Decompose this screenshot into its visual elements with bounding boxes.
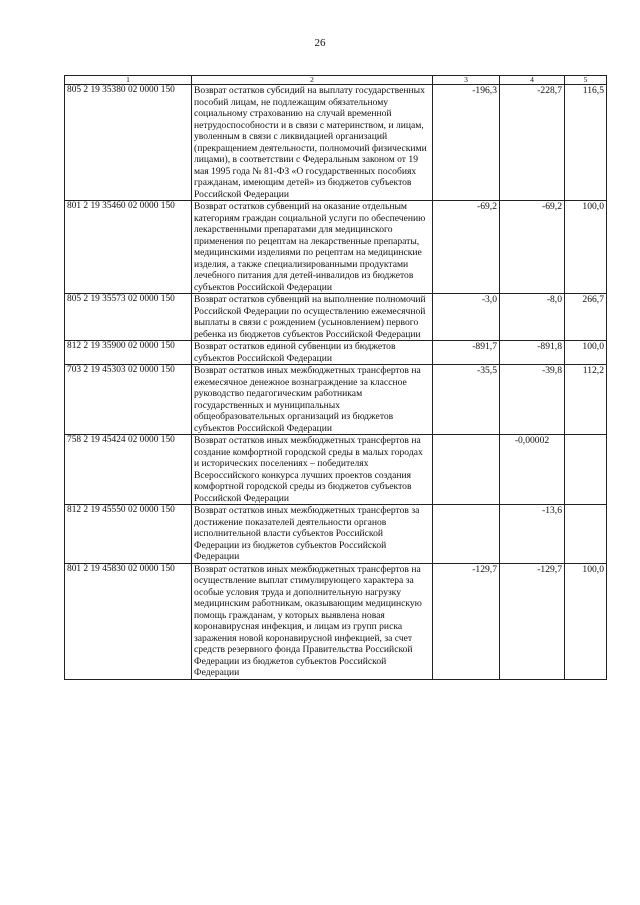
column-header-5: 5 (565, 76, 607, 85)
value-col4-cell: -39,8 (500, 365, 565, 435)
description-cell: Возврат остатков субвенций на выполнение полномочий Российской Федерации по осуществлению ежемесячной выплаты в связи с рождением (усыновлением) первого ребенка из бюджетов субъектов Российской Федерации (192, 294, 433, 341)
value-col4-cell: -13,6 (500, 505, 565, 564)
value-col4-cell: -0,00002 (500, 435, 565, 505)
table-row (65, 563, 607, 679)
column-number-row (65, 76, 607, 85)
percent-col5-cell: 100,0 (565, 341, 607, 365)
value-col3-cell: -196,3 (433, 85, 500, 201)
budget-code-cell: 801 2 19 35460 02 0000 150 (65, 201, 192, 294)
column-header-1: 1 (65, 76, 192, 85)
table-body (65, 85, 607, 680)
table-row (65, 294, 607, 341)
budget-code-cell: 758 2 19 45424 02 0000 150 (65, 435, 192, 505)
value-col4-cell: -8,0 (500, 294, 565, 341)
percent-col5-cell: 266,7 (565, 294, 607, 341)
value-col4-cell: -69,2 (500, 201, 565, 294)
value-col4-cell: -891,8 (500, 341, 565, 365)
description-cell: Возврат остатков иных межбюджетных трансфертов на создание комфортной городской среды в малых городах и исторических поселениях – победителях Всероссийского конкурса лучших проектов создания комфортной городской среды из бюджетов субъектов Российской Федерации (192, 435, 433, 505)
percent-col5-cell: 116,5 (565, 85, 607, 201)
percent-col5-cell: 112,2 (565, 365, 607, 435)
table-row (65, 435, 607, 505)
description-cell: Возврат остатков субвенций на оказание отдельным категориям граждан социальной услуги по обеспечению лекарственными препаратами для медицинского применения по рецептам на лекарственные препараты, медицинскими изделиями по рецептам на медицинские изделия, а также специализированными продуктами лечебного питания для детей-инвалидов из бюджетов субъектов Российской Федерации (192, 201, 433, 294)
table-row (65, 505, 607, 564)
column-header-2: 2 (192, 76, 433, 85)
budget-code-cell: 812 2 19 45550 02 0000 150 (65, 505, 192, 564)
percent-col5-cell: 100,0 (565, 563, 607, 679)
column-header-3: 3 (433, 76, 500, 85)
value-col3-cell: -3,0 (433, 294, 500, 341)
budget-table (64, 75, 607, 680)
column-header-4: 4 (500, 76, 565, 85)
value-col3-cell: -69,2 (433, 201, 500, 294)
table-row (65, 341, 607, 365)
table-header (65, 76, 607, 85)
table-row (65, 85, 607, 201)
description-cell: Возврат остатков иных межбюджетных трансфертов на осуществление выплат стимулирующего характера за особые условия труда и дополнительную нагрузку медицинским работникам, оказывающим медицинскую помощь гражданам, у которых выявлена новая коронавирусная инфекция, и лицам из групп риска заражения новой коронавирусной инфекцией, за счет средств резервного фонда Правительства Российской Федерации из бюджетов субъектов Российской Федерации (192, 563, 433, 679)
percent-col5-cell: 100,0 (565, 201, 607, 294)
value-col4-cell: -228,7 (500, 85, 565, 201)
budget-code-cell: 801 2 19 45830 02 0000 150 (65, 563, 192, 679)
value-col3-cell: -891,7 (433, 341, 500, 365)
percent-col5-cell (565, 435, 607, 505)
description-cell: Возврат остатков иных межбюджетных трансфертов за достижение показателей деятельности органов исполнительной власти субъектов Российской Федерации из бюджетов субъектов Российской Федерации (192, 505, 433, 564)
description-cell: Возврат остатков единой субвенции из бюджетов субъектов Российской Федерации (192, 341, 433, 365)
value-col3-cell: -129,7 (433, 563, 500, 679)
budget-code-cell: 812 2 19 35900 02 0000 150 (65, 341, 192, 365)
value-col3-cell: -35,5 (433, 365, 500, 435)
description-cell: Возврат остатков субсидий на выплату государственных пособий лицам, не подлежащим обязательному социальному страхованию на случай временной нетрудоспособности и в связи с материнством, и лицам, уволенным в связи с ликвидацией организаций (прекращением деятельности, полномочий физическими лицами), в соответствии с Федеральным законом от 19 мая 1995 года № 81-ФЗ «О государственных пособиях гражданам, имеющим детей» из бюджетов субъектов Российской Федерации (192, 85, 433, 201)
value-col3-cell (433, 505, 500, 564)
budget-code-cell: 805 2 19 35380 02 0000 150 (65, 85, 192, 201)
value-col3-cell (433, 435, 500, 505)
value-col4-cell: -129,7 (500, 563, 565, 679)
budget-code-cell: 805 2 19 35573 02 0000 150 (65, 294, 192, 341)
description-cell: Возврат остатков иных межбюджетных трансфертов на ежемесячное денежное вознаграждение за классное руководство педагогическим работникам государственных и муниципальных общеобразовательных организаций из бюджетов субъектов Российской Федерации (192, 365, 433, 435)
percent-col5-cell (565, 505, 607, 564)
table-row (65, 201, 607, 294)
budget-code-cell: 703 2 19 45303 02 0000 150 (65, 365, 192, 435)
page-number: 26 (314, 37, 326, 49)
table-row (65, 365, 607, 435)
